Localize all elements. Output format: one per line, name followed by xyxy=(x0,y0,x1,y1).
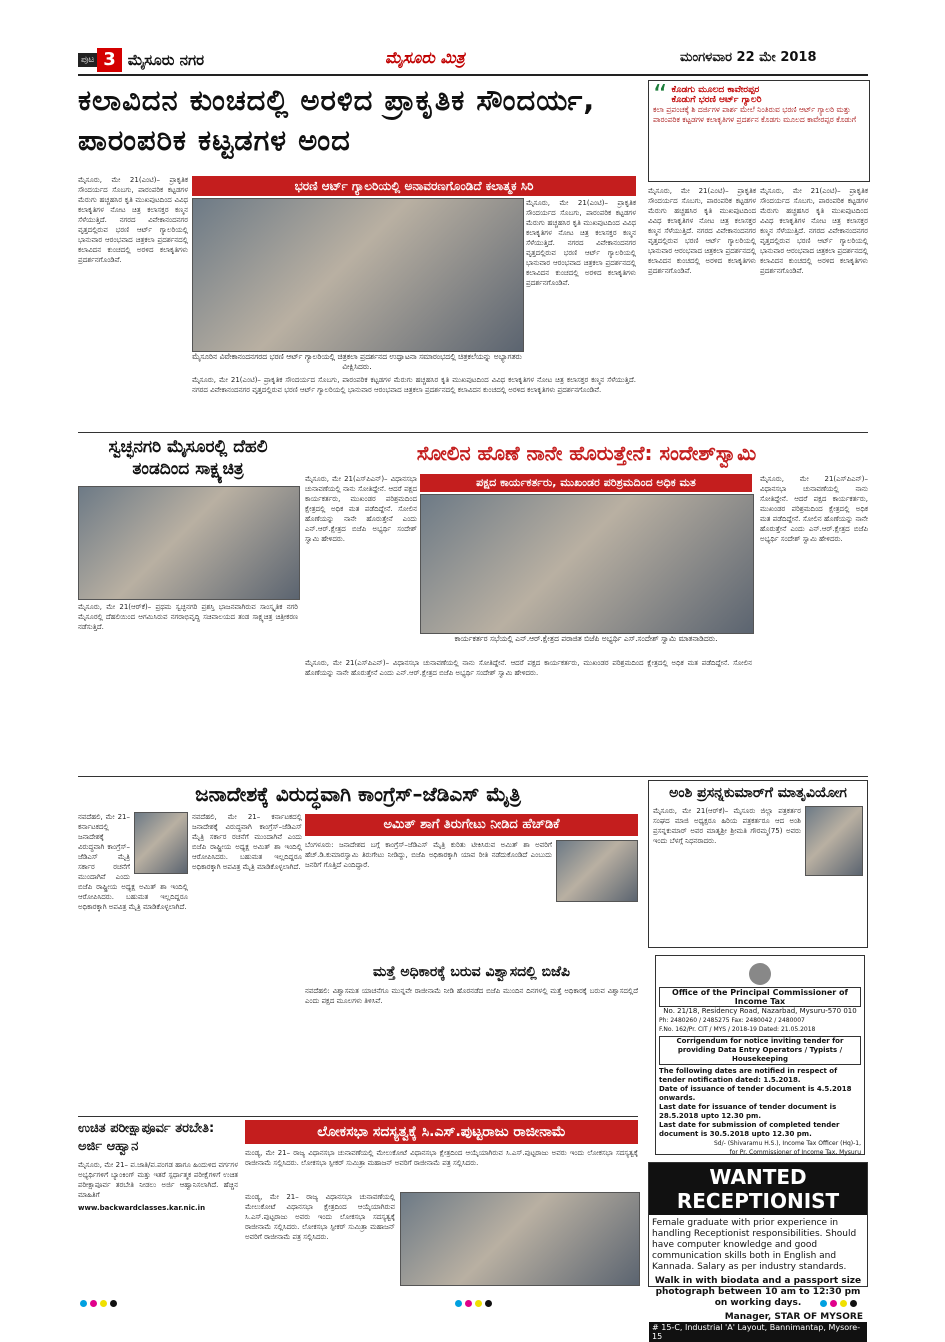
tender-address: No. 21/18, Residency Road, Nazarbad, Mysuru-570 010 xyxy=(663,1007,857,1015)
alliance-body-col2-text: ನವದೆಹಲಿ, ಮೇ 21– ಕರ್ನಾಟಕದಲ್ಲಿ ಜನಾದೇಶಕ್ಕೆ ವಿರುದ್ಧವಾಗಿ ಕಾಂಗ್ರೆಸ್–ಜೆಡಿಎಸ್ ಮೈತ್ರಿ ಸರ್ಕಾರ ರಚನೆಗೆ ಮುಂದಾಗಿವೆ ಎಂದು ಬಿಜೆಪಿ ರಾಷ್ಟ್ರೀಯ ಅಧ್ಯಕ್ಷ ಅಮಿತ್ ಶಾ ಇಂದಿಲ್ಲಿ ಆರೋಪಿಸಿದರು. ಬಹುಮತ ಇಲ್ಲದಿದ್ದರೂ ಅಧಿಕಾರಕ್ಕಾಗಿ ಅಪವಿತ್ರ ಮೈತ್ರಿ ಮಾಡಿಕೊಳ್ಳಲಾಗಿದೆ. xyxy=(192,813,302,871)
lead-body-col3-text: ಮೈಸೂರು, ಮೇ 21(ಎಂಟಿ)– ಪ್ರಾಕೃತಿಕ ಸೌಂದರ್ಯದ ಸೊಬಗು, ಪಾರಂಪರಿಕ ಕಟ್ಟಡಗಳ ಮೆರುಗು ಹಚ್ಚಹಸಿರ ಕೃತಿ ಮುಖಪುಟದಿಂದ ವಿವಿಧ ಕಲಾಕೃತಿಗಳ ನೋಟ ಚಿತ್ರ ಕಲಾಸಕ್ತರ ಕಣ್ಮನ ಸೆಳೆಯುತ್ತಿದೆ. ನಗರದ ವಿವೇಕಾನಂದನಗರ ವೃತ್ತದಲ್ಲಿರುವ ಭರಣಿ ಆರ್ಟ್ ಗ್ಯಾಲರಿಯಲ್ಲಿ ಭಾನುವಾರ ಆರಂಭವಾದ ಚಿತ್ರಕಲಾ ಪ್ರದರ್ಶನದಲ್ಲಿ ಕಲಾವಿದನ ಕುಂಚದಲ್ಲಿ ಅರಳಿದ ಕಲಾಕೃತಿಗಳು ಪ್ರದರ್ಶನಗೊಂಡಿವೆ. xyxy=(526,199,636,287)
magenta-dot-icon xyxy=(830,1300,837,1307)
tender-fno: F.No. 162/Pr. CIT / MYS / 2018-19 Dated: 21.05.2018 xyxy=(659,1026,816,1033)
lead-photo xyxy=(192,198,524,352)
resign-photo xyxy=(400,1192,640,1286)
tender-sign-1: Sd/- (Shivaramu H.S.), Income Tax Officer (Hq)-1, xyxy=(713,1140,861,1147)
resign-text: ಮಂಡ್ಯ, ಮೇ 21– ರಾಜ್ಯ ವಿಧಾನಸಭಾ ಚುನಾವಣೆಯಲ್ಲಿ ಮೇಲುಕೋಟೆ ವಿಧಾನಸಭಾ ಕ್ಷೇತ್ರದಿಂದ ಆಯ್ಕೆಯಾಗಿರುವ ಸಿ.ಎಸ್.ಪುಟ್ಟರಾಜು ಅವರು ಇಂದು ಲೋಕಸಭಾ ಸದಸ್ಯತ್ವಕ್ಕೆ ರಾಜೀನಾಮೆ ಸಲ್ಲಿಸಿದರು. ಲೋಕಸಭಾ ಸ್ಪೀಕರ್ ಸುಮಿತ್ರಾ ಮಹಾಜನ್ ಅವರಿಗೆ ರಾಜೀನಾಮೆ ಪತ್ರ ಸಲ್ಲಿಸಿದರು. xyxy=(245,1149,638,1167)
wanted-walkin: Walk in with biodata and a passport size photograph between 10 am to 12:30 pm on working days. xyxy=(654,1276,862,1308)
lead-body-text: ಮೈಸೂರು, ಮೇ 21(ಎಂಟಿ)– ಪ್ರಾಕೃತಿಕ ಸೌಂದರ್ಯದ ಸೊಬಗು, ಪಾರಂಪರಿಕ ಕಟ್ಟಡಗಳ ಮೆರುಗು ಹಚ್ಚಹಸಿರ ಕೃತಿ ಮುಖಪುಟದಿಂದ ವಿವಿಧ ಕಲಾಕೃತಿಗಳ ನೋಟ ಚಿತ್ರ ಕಲಾಸಕ್ತರ ಕಣ್ಮನ ಸೆಳೆಯುತ್ತಿದೆ. ನಗರದ ವಿವೇಕಾನಂದನಗರ ವೃತ್ತದಲ್ಲಿರುವ ಭರಣಿ ಆರ್ಟ್ ಗ್ಯಾಲರಿಯಲ್ಲಿ ಭಾನುವಾರ ಆರಂಭವಾದ ಚಿತ್ರಕಲಾ ಪ್ರದರ್ಶನದಲ್ಲಿ ಕಲಾವಿದನ ಕುಂಚದಲ್ಲಿ ಅರಳಿದ ಕಲಾಕೃತಿಗಳು ಪ್ರದರ್ಶನಗೊಂಡಿವೆ. xyxy=(78,176,188,264)
obituary-box xyxy=(648,780,868,948)
divider xyxy=(78,432,868,433)
obituary-photo xyxy=(805,806,863,876)
lead-body-bottom xyxy=(192,375,636,427)
bjp-headline: ಮತ್ತೆ ಅಧಿಕಾರಕ್ಕೆ ಬರುವ ವಿಶ್ವಾಸದಲ್ಲಿ ಬಿಜೆಪಿ xyxy=(373,964,570,980)
magenta-dot-icon xyxy=(90,1300,97,1307)
solin-body-col-right-text: ಮೈಸೂರು, ಮೇ 21(ಎಸ್‌ಪಿಎನ್)– ವಿಧಾನಸಭಾ ಚುನಾವಣೆಯಲ್ಲಿ ನಾನು ಸೋತಿದ್ದೇನೆ. ಆದರೆ ಪಕ್ಷದ ಕಾರ್ಯಕರ್ತರು, ಮುಖಂಡರ ಪರಿಶ್ರಮದಿಂದ ಕ್ಷೇತ್ರದಲ್ಲಿ ಅಧಿಕ ಮತ ಪಡೆದಿದ್ದೇನೆ. ಸೋಲಿನ ಹೊಣೆಯನ್ನು ನಾನೇ ಹೊರುತ್ತೇನೆ ಎಂದು ಎನ್.ಆರ್.ಕ್ಷೇತ್ರದ ಬಿಜೆಪಿ ಅಭ್ಯರ್ಥಿ ಸಂದೇಶ್ ಸ್ವಾಮಿ ಹೇಳಿದರು. xyxy=(760,475,868,543)
yellow-dot-icon xyxy=(840,1300,847,1307)
tender-line-3: Last date for issuance of tender document is 28.5.2018 upto 12.30 pm. xyxy=(659,1103,837,1120)
obituary-text: ಮೈಸೂರು, ಮೇ 21(ಆರ್‌ಕೆ)– ಮೈಸೂರು ಜಿಲ್ಲಾ ಪತ್ರಕರ್ತರ ಸಂಘದ ಮಾಜಿ ಅಧ್ಯಕ್ಷರೂ ಹಿರಿಯ ಪತ್ರಕರ್ತರೂ ಆದ ಅಂಶಿ ಪ್ರಸನ್ನಕುಮಾರ್ ಅವರ ಮಾತೃಶ್ರೀ ಶ್ರೀಮತಿ ಗೌರಮ್ಮ(75) ಅವರು ಇಂದು ಬೆಳಗ್ಗೆ ನಿಧನರಾದರು. xyxy=(653,807,801,845)
page-number-block xyxy=(78,48,258,72)
solin-body-bottom xyxy=(305,658,752,773)
solin-body-col1 xyxy=(305,474,417,639)
magenta-dot-icon xyxy=(465,1300,472,1307)
resign-headline: ಲೋಕಸಭಾ ಸದಸ್ಯತ್ವಕ್ಕೆ ಸಿ.ಎಸ್.ಪುಟ್ಟರಾಜು ರಾಜೀನಾಮೆ xyxy=(245,1120,638,1144)
section-name: ಮೈಸೂರು ನಗರ xyxy=(127,51,205,69)
lead-headline: ಕಲಾವಿದನ ಕುಂಚದಲ್ಲಿ ಅರಳಿದ ಪ್ರಾಕೃತಿಕ ಸೌಂದರ್ಯ, ಪಾರಂಪರಿಕ ಕಟ್ಟಡಗಳ ಅಂದ xyxy=(78,83,596,157)
wanted-address: # 15-C, Industrial 'A' Layout, Bannimantap, Mysore-15 xyxy=(649,1322,867,1342)
registration-marks xyxy=(80,1292,120,1311)
header-rule xyxy=(78,74,868,76)
tender-notice xyxy=(655,955,865,1155)
tender-sign-2: for Pr. Commissioner of Income Tax, Mysuru xyxy=(729,1149,861,1156)
solin-body-bottom-text: ಮೈಸೂರು, ಮೇ 21(ಎಸ್‌ಪಿಎನ್)– ವಿಧಾನಸಭಾ ಚುನಾವಣೆಯಲ್ಲಿ ನಾನು ಸೋತಿದ್ದೇನೆ. ಆದರೆ ಪಕ್ಷದ ಕಾರ್ಯಕರ್ತರು, ಮುಖಂಡರ ಪರಿಶ್ರಮದಿಂದ ಕ್ಷೇತ್ರದಲ್ಲಿ ಅಧಿಕ ಮತ ಪಡೆದಿದ್ದೇನೆ. ಸೋಲಿನ ಹೊಣೆಯನ್ನು ನಾನೇ ಹೊರುತ್ತೇನೆ ಎಂದು ಎನ್.ಆರ್.ಕ್ಷೇತ್ರದ ಬಿಜೆಪಿ ಅಭ್ಯರ್ಥಿ ಸಂದೇಶ್ ಸ್ವಾಮಿ ಹೇಳಿದರು. xyxy=(305,659,752,677)
quote-box xyxy=(648,80,870,182)
wanted-manager: Manager, STAR OF MYSORE xyxy=(724,1312,863,1322)
divider xyxy=(78,1116,638,1117)
yellow-dot-icon xyxy=(100,1300,107,1307)
solin-photo xyxy=(420,494,754,634)
alliance-sub-text: ಬೆಂಗಳೂರು: ಜನಾದೇಶದ ಬಗ್ಗೆ ಕಾಂಗ್ರೆಸ್–ಜೆಡಿಎಸ್ ಮೈತ್ರಿ ಕುರಿತು ಟೀಕಿಸಿರುವ ಅಮಿತ್ ಶಾ ಅವರಿಗೆ ಹೆಚ್.ಡಿ.ಕುಮಾರಸ್ವಾಮಿ ತಿರುಗೇಟು ನೀಡಿದ್ದು, ಬಿಜೆಪಿ ಅಧಿಕಾರಕ್ಕಾಗಿ ಯಾವ ರೀತಿ ನಡೆದುಕೊಂಡಿದೆ ಎಂಬುದು ಜನರಿಗೆ ಗೊತ್ತಿದೆ ಎಂದಿದ್ದಾರೆ. xyxy=(305,841,552,869)
resign-body-top xyxy=(245,1148,638,1188)
lead-body-col5-text: ಮೈಸೂರು, ಮೇ 21(ಎಂಟಿ)– ಪ್ರಾಕೃತಿಕ ಸೌಂದರ್ಯದ ಸೊಬಗು, ಪಾರಂಪರಿಕ ಕಟ್ಟಡಗಳ ಮೆರುಗು ಹಚ್ಚಹಸಿರ ಕೃತಿ ಮುಖಪುಟದಿಂದ ವಿವಿಧ ಕಲಾಕೃತಿಗಳ ನೋಟ ಚಿತ್ರ ಕಲಾಸಕ್ತರ ಕಣ್ಮನ ಸೆಳೆಯುತ್ತಿದೆ. ನಗರದ ವಿವೇಕಾನಂದನಗರ ವೃತ್ತದಲ್ಲಿರುವ ಭರಣಿ ಆರ್ಟ್ ಗ್ಯಾಲರಿಯಲ್ಲಿ ಭಾನುವಾರ ಆರಂಭವಾದ ಚಿತ್ರಕಲಾ ಪ್ರದರ್ಶನದಲ್ಲಿ ಕಲಾವಿದನ ಕುಂಚದಲ್ಲಿ ಅರಳಿದ ಕಲಾಕೃತಿಗಳು ಪ್ರದರ್ಶನಗೊಂಡಿವೆ. xyxy=(760,187,868,275)
bjp-body xyxy=(305,986,638,1112)
amit-shah-photo xyxy=(134,812,188,874)
tender-line-2: Date of issuance of tender document is 4.5.2018 onwards. xyxy=(659,1085,852,1102)
resign-body-left xyxy=(245,1192,395,1284)
alliance-subhead: ಅಮಿತ್ ಶಾಗೆ ತಿರುಗೇಟು ನೀಡಿದ ಹೆಚ್‌ಡಿಕೆ xyxy=(305,814,638,836)
clean-city-photo xyxy=(78,486,300,600)
quote-title-1: ಕೊಡಗು ಮೂಲದ ಕಾವೇರಪ್ಪರ xyxy=(671,85,760,95)
solin-text: ಮೈಸೂರು, ಮೇ 21(ಎಸ್‌ಪಿಎನ್)– ವಿಧಾನಸಭಾ ಚುನಾವಣೆಯಲ್ಲಿ ನಾನು ಸೋತಿದ್ದೇನೆ. ಆದರೆ ಪಕ್ಷದ ಕಾರ್ಯಕರ್ತರು, ಮುಖಂಡರ ಪರಿಶ್ರಮದಿಂದ ಕ್ಷೇತ್ರದಲ್ಲಿ ಅಧಿಕ ಮತ ಪಡೆದಿದ್ದೇನೆ. ಸೋಲಿನ ಹೊಣೆಯನ್ನು ನಾನೇ ಹೊರುತ್ತೇನೆ ಎಂದು ಎನ್.ಆರ್.ಕ್ಷೇತ್ರದ ಬಿಜೆಪಿ ಅಭ್ಯರ್ಥಿ ಸಂದೇಶ್ ಸ್ವಾಮಿ ಹೇಳಿದರು. xyxy=(305,475,417,543)
lead-body-bottom-text: ಮೈಸೂರು, ಮೇ 21(ಎಂಟಿ)– ಪ್ರಾಕೃತಿಕ ಸೌಂದರ್ಯದ ಸೊಬಗು, ಪಾರಂಪರಿಕ ಕಟ್ಟಡಗಳ ಮೆರುಗು ಹಚ್ಚಹಸಿರ ಕೃತಿ ಮುಖಪುಟದಿಂದ ವಿವಿಧ ಕಲಾಕೃತಿಗಳ ನೋಟ ಚಿತ್ರ ಕಲಾಸಕ್ತರ ಕಣ್ಮನ ಸೆಳೆಯುತ್ತಿದೆ. ನಗರದ ವಿವೇಕಾನಂದನಗರ ವೃತ್ತದಲ್ಲಿರುವ ಭರಣಿ ಆರ್ಟ್ ಗ್ಯಾಲರಿಯಲ್ಲಿ ಭಾನುವಾರ ಆರಂಭವಾದ ಚಿತ್ರಕಲಾ ಪ್ರದರ್ಶನದಲ್ಲಿ ಕಲಾವಿದನ ಕುಂಚದಲ್ಲಿ ಅರಳಿದ ಕಲಾಕೃತಿಗಳು ಪ್ರದರ್ಶನಗೊಂಡಿವೆ. xyxy=(192,376,636,394)
page-label: ಪುಟ xyxy=(78,53,97,67)
clean-city-headline: ಸ್ವಚ್ಛನಗರಿ ಮೈಸೂರಲ್ಲಿ ದೆಹಲಿ ತಂಡದಿಂದ ಸಾಕ್ಷ್ಯಚಿತ್ರ xyxy=(108,437,268,479)
clean-city-text: ಮೈಸೂರು, ಮೇ 21(ಆರ್‌ಕೆ)– ಪ್ರಥಮ ಸ್ವಚ್ಛನಗರಿ ಪ್ರಶಸ್ತಿ ಭಾಜನವಾಗಿರುವ ಸಾಂಸ್ಕೃತಿಕ ನಗರಿ ಮೈಸೂರಲ್ಲಿ ದೆಹಲಿಯಿಂದ ಆಗಮಿಸಿರುವ ನಗರಾಭಿವೃದ್ಧಿ ಸಚಿವಾಲಯದ ತಂಡ ಸಾಕ್ಷ್ಯಚಿತ್ರ ಚಿತ್ರೀಕರಣ ನಡೆಸುತ್ತಿದೆ. xyxy=(78,603,298,631)
clean-city-body xyxy=(78,602,298,772)
cyan-dot-icon xyxy=(820,1300,827,1307)
resign-body-left-text: ಮಂಡ್ಯ, ಮೇ 21– ರಾಜ್ಯ ವಿಧಾನಸಭಾ ಚುನಾವಣೆಯಲ್ಲಿ ಮೇಲುಕೋಟೆ ವಿಧಾನಸಭಾ ಕ್ಷೇತ್ರದಿಂದ ಆಯ್ಕೆಯಾಗಿರುವ ಸಿ.ಎಸ್.ಪುಟ್ಟರಾಜು ಅವರು ಇಂದು ಲೋಕಸಭಾ ಸದಸ್ಯತ್ವಕ್ಕೆ ರಾಜೀನಾಮೆ ಸಲ್ಲಿಸಿದರು. ಲೋಕಸಭಾ ಸ್ಪೀಕರ್ ಸುಮಿತ್ರಾ ಮಹಾಜನ್ ಅವರಿಗೆ ರಾಜೀನಾಮೆ ಪತ್ರ ಸಲ್ಲಿಸಿದರು. xyxy=(245,1193,395,1241)
obituary-headline: ಅಂಶಿ ಪ್ರಸನ್ನಕುಮಾರ್‌ಗೆ ಮಾತೃವಿಯೋಗ xyxy=(669,785,847,801)
black-dot-icon xyxy=(485,1300,492,1307)
lead-body-col4-text: ಮೈಸೂರು, ಮೇ 21(ಎಂಟಿ)– ಪ್ರಾಕೃತಿಕ ಸೌಂದರ್ಯದ ಸೊಬಗು, ಪಾರಂಪರಿಕ ಕಟ್ಟಡಗಳ ಮೆರುಗು ಹಚ್ಚಹಸಿರ ಕೃತಿ ಮುಖಪುಟದಿಂದ ವಿವಿಧ ಕಲಾಕೃತಿಗಳ ನೋಟ ಚಿತ್ರ ಕಲಾಸಕ್ತರ ಕಣ್ಮನ ಸೆಳೆಯುತ್ತಿದೆ. ನಗರದ ವಿವೇಕಾನಂದನಗರ ವೃತ್ತದಲ್ಲಿರುವ ಭರಣಿ ಆರ್ಟ್ ಗ್ಯಾಲರಿಯಲ್ಲಿ ಭಾನುವಾರ ಆರಂಭವಾದ ಚಿತ್ರಕಲಾ ಪ್ರದರ್ಶನದಲ್ಲಿ ಕಲಾವಿದನ ಕುಂಚದಲ್ಲಿ ಅರಳಿದ ಕಲಾಕೃತಿಗಳು ಪ್ರದರ್ಶನಗೊಂಡಿವೆ. xyxy=(648,187,756,275)
issue-date: ಮಂಗಳವಾರ 22 ಮೇ 2018 xyxy=(680,50,817,65)
lead-photo-caption: ಮೈಸೂರಿನ ವಿವೇಕಾನಂದನಗರದ ಭರಣಿ ಆರ್ಟ್ ಗ್ಯಾಲರಿಯಲ್ಲಿ ಚಿತ್ರಕಲಾ ಪ್ರದರ್ಶನದ ಉದ್ಘಾಟನಾ ಸಮಾರಂಭದಲ್ಲಿ ಚಿತ್ರಕಲೆಯನ್ನು ಅಭ್ಯಾಗತರು ವೀಕ್ಷಿಸಿದರು. xyxy=(192,352,522,371)
cyan-dot-icon xyxy=(80,1300,87,1307)
lead-body-col3 xyxy=(526,198,636,370)
lead-body-col4 xyxy=(648,186,756,431)
solin-body-col-right xyxy=(760,474,868,774)
alliance-body-col1 xyxy=(78,812,188,1112)
training-body xyxy=(78,1160,238,1285)
hdk-photo xyxy=(556,840,638,902)
lead-subhead: ಭರಣಿ ಆರ್ಟ್ ಗ್ಯಾಲರಿಯಲ್ಲಿ ಅನಾವರಣಗೊಂಡಿದೆ ಕಲಾತ್ಮಕ ಸಿರಿ xyxy=(192,176,636,196)
tender-phones: Ph: 2480260 / 2485275 Fax: 2480042 / 2480007 xyxy=(659,1017,805,1024)
wanted-title: WANTED RECEPTIONIST xyxy=(649,1163,867,1215)
registration-marks xyxy=(455,1292,495,1311)
registration-marks xyxy=(820,1292,860,1311)
training-headline: ಉಚಿತ ಪರೀಕ್ಷಾಪೂರ್ವ ತರಬೇತಿ: ಅರ್ಜಿ ಆಹ್ವಾನ xyxy=(78,1121,215,1154)
tender-line-1: The following dates are notified in respect of tender notification dated: 1.5.2018. xyxy=(659,1067,838,1084)
quote-title-2: ಕೊಡುಗೆ ಭರಣಿ ಆರ್ಟ್ ಗ್ಯಾಲರಿ xyxy=(671,95,762,105)
cyan-dot-icon xyxy=(455,1300,462,1307)
wanted-ad xyxy=(648,1162,868,1341)
solin-photo-caption: ಕಾರ್ಯಕರ್ತರ ಸಭೆಯಲ್ಲಿ ಎನ್.ಆರ್.ಕ್ಷೇತ್ರದ ಪರಾಜಿತ ಬಿಜೆಪಿ ಅಭ್ಯರ್ಥಿ ಎಸ್.ಸಂದೇಶ್ ಸ್ವಾಮಿ ಮಾತನಾಡಿದರು. xyxy=(454,634,718,643)
alliance-headline: ಜನಾದೇಶಕ್ಕೆ ವಿರುದ್ಧವಾಗಿ ಕಾಂಗ್ರೆಸ್–ಜೆಡಿಎಸ್ ಮೈತ್ರಿ xyxy=(195,782,521,806)
alliance-sub-body xyxy=(305,840,638,960)
alliance-text: ನವದೆಹಲಿ, ಮೇ 21– ಕರ್ನಾಟಕದಲ್ಲಿ ಜನಾದೇಶಕ್ಕೆ ವಿರುದ್ಧವಾಗಿ ಕಾಂಗ್ರೆಸ್–ಜೆಡಿಎಸ್ ಮೈತ್ರಿ ಸರ್ಕಾರ ರಚನೆಗೆ ಮುಂದಾಗಿವೆ ಎಂದು ಬಿಜೆಪಿ ರಾಷ್ಟ್ರೀಯ ಅಧ್ಯಕ್ಷ ಅಮಿತ್ ಶಾ ಇಂದಿಲ್ಲಿ ಆರೋಪಿಸಿದರು. ಬಹುಮತ ಇಲ್ಲದಿದ್ದರೂ ಅಧಿಕಾರಕ್ಕಾಗಿ ಅಪವಿತ್ರ ಮೈತ್ರಿ ಮಾಡಿಕೊಳ್ಳಲಾಗಿದೆ. xyxy=(78,813,188,911)
page-number: 3 xyxy=(97,48,122,72)
emblem-icon xyxy=(749,963,771,985)
tender-line-4: Last date for submission of completed tender document is 30.5.2018 upto 12.30 pm. xyxy=(659,1121,840,1138)
solin-headline: ಸೋಲಿನ ಹೊಣೆ ನಾನೇ ಹೊರುತ್ತೇನೆ: ಸಂದೇಶ್‌ಸ್ವಾಮಿ xyxy=(305,438,868,468)
solin-subhead: ಪಕ್ಷದ ಕಾರ್ಯಕರ್ತರು, ಮುಖಂಡರ ಪರಿಶ್ರಮದಿಂದ ಅಧಿಕ ಮತ xyxy=(420,474,752,492)
training-url: www.backwardclasses.kar.nic.in xyxy=(78,1204,206,1212)
alliance-body-col2 xyxy=(192,812,302,1112)
bjp-text: ನವದೆಹಲಿ: ವಿಶ್ವಾಸಮತ ಯಾಚನೆಗೂ ಮುನ್ನವೇ ರಾಜೀನಾಮೆ ನೀಡಿ ಹೊರನಡೆದ ಬಿಜೆಪಿ ಮುಂದಿನ ದಿನಗಳಲ್ಲಿ ಮತ್ತೆ ಅಧಿಕಾರಕ್ಕೆ ಬರುವ ವಿಶ್ವಾಸದಲ್ಲಿದೆ ಎಂದು ಪಕ್ಷದ ಮೂಲಗಳು ತಿಳಿಸಿವೆ. xyxy=(305,987,638,1005)
lead-body-col5 xyxy=(760,186,868,431)
divider xyxy=(78,776,868,777)
training-text: ಮೈಸೂರು, ಮೇ 21– ಪ.ಜಾತಿ/ಪ.ಪಂಗಡ ಹಾಗೂ ಹಿಂದುಳಿದ ವರ್ಗಗಳ ಅಭ್ಯರ್ಥಿಗಳಿಗೆ ಬ್ಯಾಂಕಿಂಗ್ ಮತ್ತು ಇತರೆ ಸ್ಪರ್ಧಾತ್ಮಕ ಪರೀಕ್ಷೆಗಳಿಗೆ ಉಚಿತ ಪರೀಕ್ಷಾಪೂರ್ವ ತರಬೇತಿ ನೀಡಲು ಅರ್ಜಿ ಆಹ್ವಾನಿಸಲಾಗಿದೆ. ಹೆಚ್ಚಿನ ಮಾಹಿತಿಗೆ xyxy=(78,1161,238,1199)
black-dot-icon xyxy=(110,1300,117,1307)
yellow-dot-icon xyxy=(475,1300,482,1307)
quote-text: ಕಲಾ ಪ್ರಪಂಚಕ್ಕೆ ಶಿ ದರ್ಜಿಗಳ ಪಾರ್ಶ ಮೇಲೆ ನಿಂತಿರುವ ಭರಣಿ ಆರ್ಟ್ ಗ್ಯಾಲರಿ ಮತ್ತು ಪಾರಂಪರಿಕ ಕಟ್ಟಡಗಳ ಕಲಾಕೃತಿಗಳ ಪ್ರದರ್ಶನ ಕೊಡಗು ಮೂಲದ ಕಾವೇರಪ್ಪರ ಕೊಡುಗೆ xyxy=(653,105,857,124)
tender-corrigendum: Corrigendum for notice inviting tender for providing Data Entry Operators / Typists / Housekeeping xyxy=(659,1036,861,1065)
obituary-body xyxy=(649,806,867,926)
masthead: ಮೈಸೂರು ಮಿತ್ರ xyxy=(385,48,465,67)
tender-office: Office of the Principal Commissioner of Income Tax xyxy=(659,987,861,1007)
wanted-body: Female graduate with prior experience in handling Receptionist responsibilities. Should have computer knowledge and good communication skills both in English and Kannada. Salary as per industry standards. xyxy=(652,1218,857,1272)
quote-mark-icon: “ xyxy=(653,78,668,111)
black-dot-icon xyxy=(850,1300,857,1307)
